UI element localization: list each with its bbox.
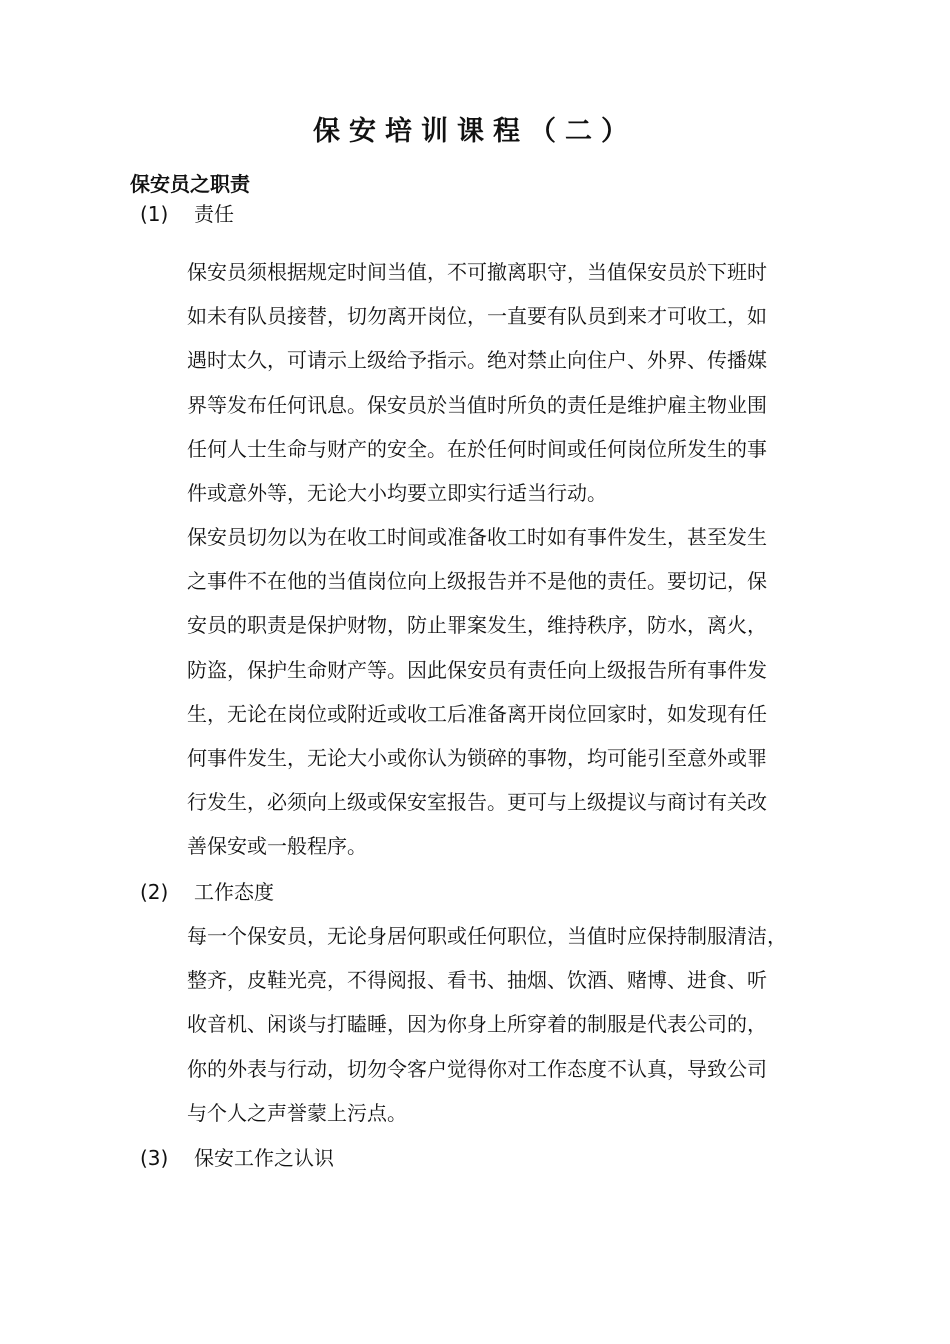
item-label: 保安工作之认识 — [194, 1146, 334, 1170]
document-title: 保安培训课程（二） — [313, 116, 637, 147]
paragraph-line: 如未有队员接替，切勿离开岗位，一直要有队员到来才可收工，如 — [187, 304, 767, 329]
paragraph-line: 遇时太久，可请示上级给予指示。绝对禁止向住户、外界、传播媒 — [187, 348, 767, 373]
paragraph-line: 行发生，必须向上级或保安室报告。更可与上级提议与商讨有关改 — [187, 790, 767, 815]
paragraph-line: 何事件发生，无论大小或你认为锁碎的事物，均可能引至意外或罪 — [187, 745, 767, 770]
item-label: 工作态度 — [194, 880, 274, 904]
paragraph-line: 生，无论在岗位或附近或收工后准备离开岗位回家时，如发现有任 — [187, 701, 767, 726]
item-number: (1) — [140, 202, 169, 226]
paragraph-line: 任何人士生命与财产的安全。在於任何时间或任何岗位所发生的事 — [187, 436, 767, 461]
paragraph-line: 保安员切勿以为在收工时间或准备收工时如有事件发生，甚至发生 — [187, 525, 767, 549]
item-label: 责任 — [194, 202, 234, 226]
paragraph-line: 每一个保安员，无论身居何职或任何职位，当值时应保持制服清洁， — [187, 924, 787, 948]
item-heading-work-attitude — [140, 876, 274, 908]
paragraph-responsibility-1 — [187, 250, 847, 515]
paragraph-line: 善保安或一般程序。 — [187, 834, 367, 859]
paragraph-line: 你的外表与行动，切勿令客户觉得你对工作态度不认真，导致公司 — [187, 1056, 767, 1081]
paragraph-line: 界等发布任何讯息。保安员於当值时所负的责任是维护雇主物业围 — [187, 392, 767, 417]
paragraph-work-attitude — [187, 914, 847, 1135]
paragraph-line: 件或意外等，无论大小均要立即实行适当行动。 — [187, 480, 607, 505]
paragraph-line: 防盗，保护生命财产等。因此保安员有责任向上级报告所有事件发 — [187, 657, 767, 682]
paragraph-line: 保安员须根据规定时间当值，不可撤离职守，当值保安员於下班时 — [187, 260, 767, 284]
item-number: (3) — [140, 1146, 169, 1170]
paragraph-line: 与个人之声誉蒙上污点。 — [187, 1100, 407, 1125]
paragraph-line: 安员的职责是保护财物，防止罪案发生，维持秩序，防水，离火， — [187, 613, 767, 638]
item-heading-security-work-awareness — [140, 1142, 334, 1174]
paragraph-line: 之事件不在他的当值岗位向上级报告并不是他的责任。要切记，保 — [187, 569, 767, 594]
paragraph-line: 整齐，皮鞋光亮，不得阅报、看书、抽烟、饮酒、赌博、进食、听 — [187, 968, 767, 993]
item-heading-responsibility — [140, 198, 234, 230]
paragraph-line: 收音机、闲谈与打瞌睡，因为你身上所穿着的制服是代表公司的， — [187, 1012, 767, 1037]
item-number: (2) — [140, 880, 169, 904]
section-heading: 保安员之职责 — [130, 172, 250, 196]
paragraph-responsibility-2 — [187, 515, 847, 869]
